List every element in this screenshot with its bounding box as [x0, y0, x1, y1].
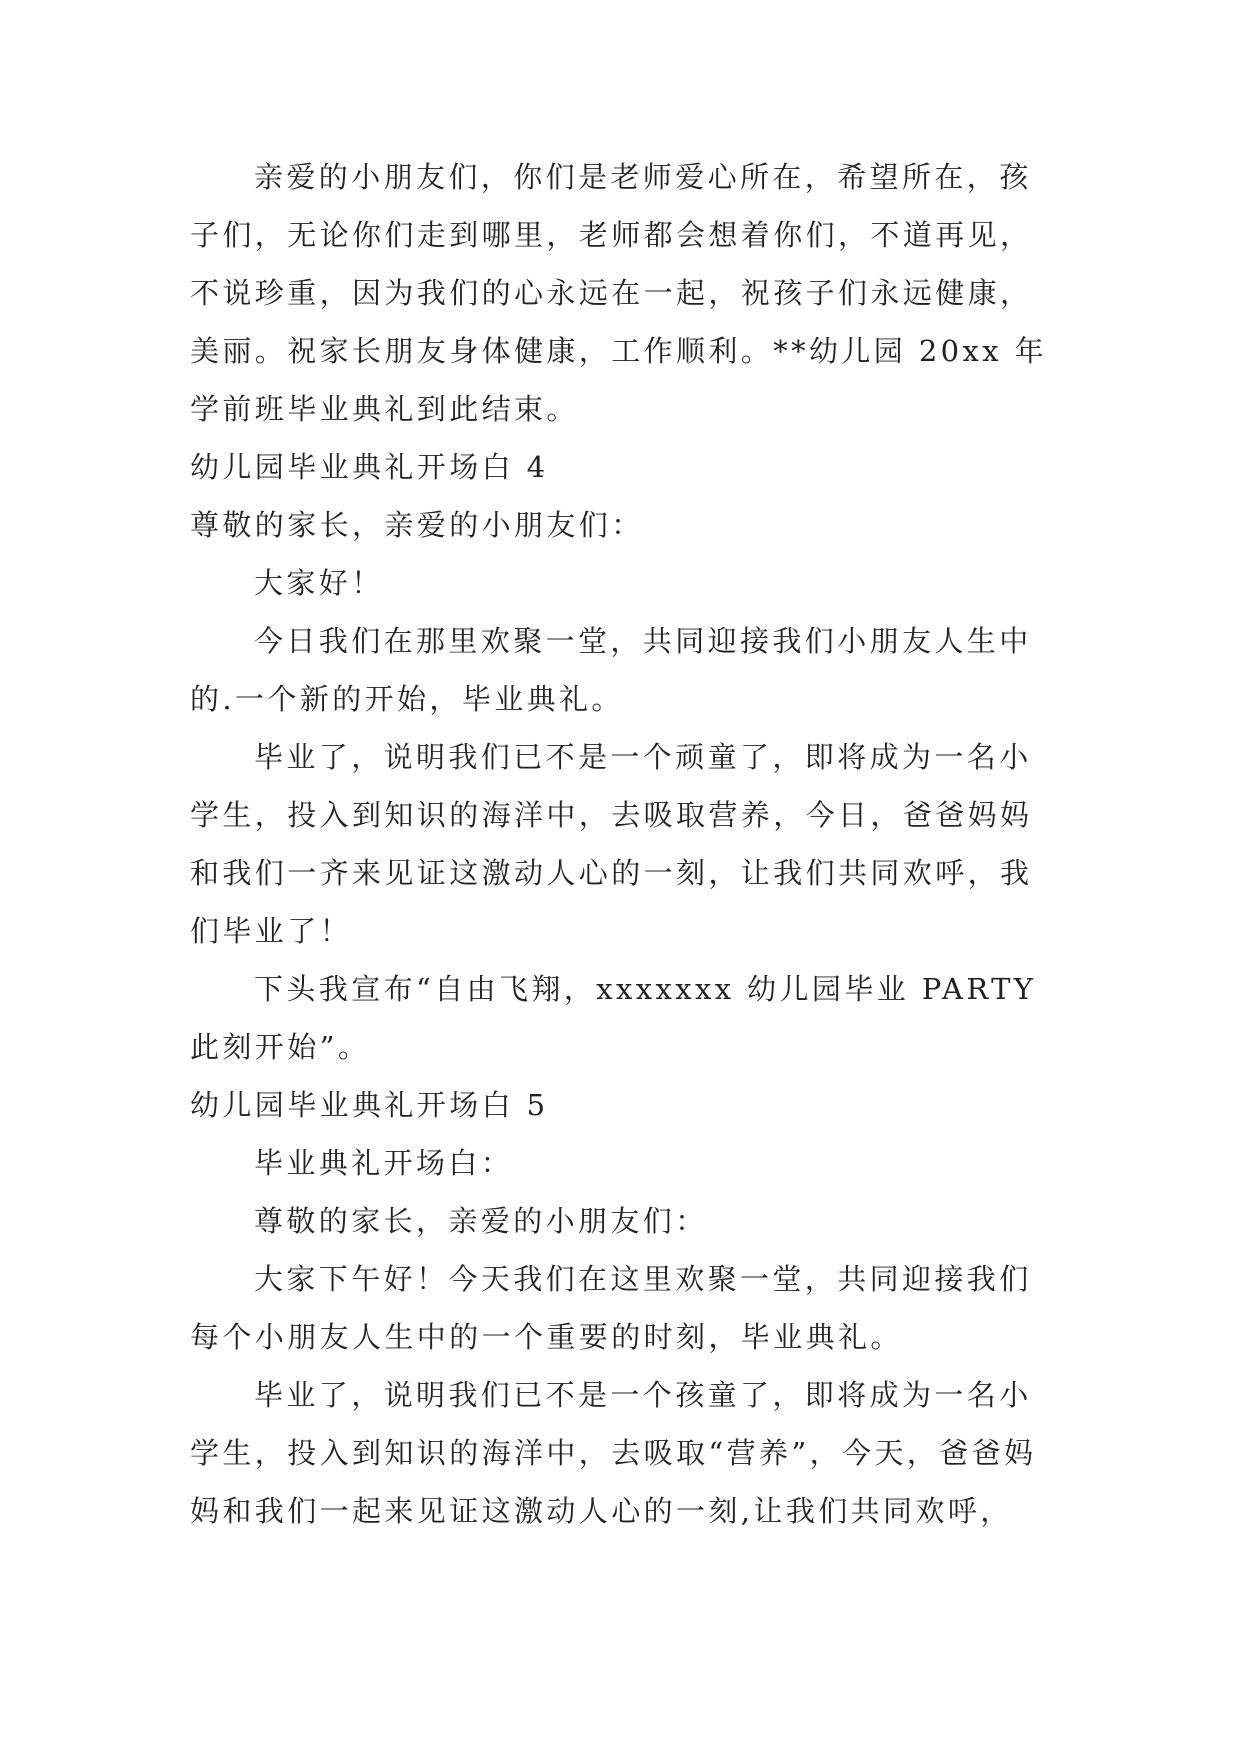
paragraph-graduation: 毕业了，说明我们已不是一个顽童了，即将成为一名小学生，投入到知识的海洋中，去吸取营养，今日，爸爸妈妈和我们一齐来见证这激动人心的一刻，让我们共同欢呼，我们毕业了！ — [190, 740, 1033, 948]
salutation: 尊敬的家长，亲爱的小朋友们： — [190, 508, 644, 542]
salutation-2: 尊敬的家长，亲爱的小朋友们： — [254, 1204, 708, 1238]
subheading-opening-remarks: 毕业典礼开场白： — [254, 1146, 514, 1180]
document-body — [190, 148, 1060, 1540]
section-heading-5: 幼儿园毕业典礼开场白 5 — [190, 1088, 549, 1122]
paragraph-afternoon-greeting: 大家下午好！今天我们在这里欢聚一堂，共同迎接我们每个小朋友人生中的一个重要的时刻，毕业典礼。 — [190, 1262, 1032, 1354]
paragraph-gathering: 今日我们在那里欢聚一堂，共同迎接我们小朋友人生中的.一个新的开始，毕业典礼。 — [190, 624, 1032, 716]
paragraph-announcement: 下头我宣布“自由飞翔，xxxxxxx 幼儿园毕业 PARTY 此刻开始”。 — [190, 972, 1037, 1064]
greeting: 大家好！ — [254, 566, 384, 600]
paragraph-graduation-2: 毕业了，说明我们已不是一个孩童了，即将成为一名小学生，投入到知识的海洋中，去吸取“营养”，今天，爸爸妈妈和我们一起来见证这激动人心的一刻,让我们共同欢呼， — [190, 1378, 1037, 1528]
section-heading-4: 幼儿园毕业典礼开场白 4 — [190, 450, 549, 484]
paragraph-closing-remarks: 亲爱的小朋友们，你们是老师爱心所在，希望所在，孩子们，无论你们走到哪里，老师都会想着你们，不道再见，不说珍重，因为我们的心永远在一起，祝孩子们永远健康，美丽。祝家长朋友身体健康，工作顺利。**幼儿园 20xx 年学前班毕业典礼到此结束。 — [190, 160, 1048, 426]
